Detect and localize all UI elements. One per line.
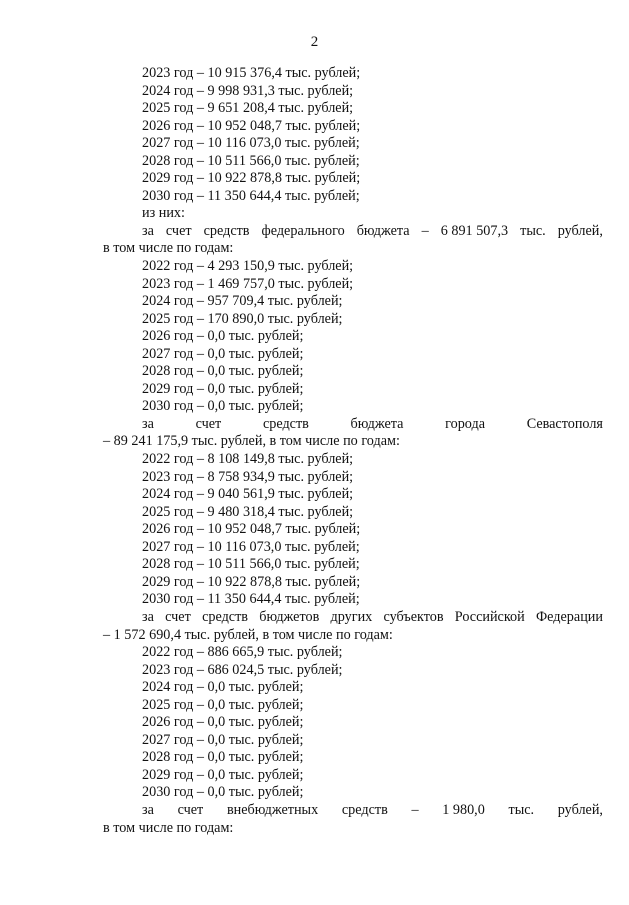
sevastopol-budget-heading-cont: – 89 241 175,9 тыс. рублей, в том числе по годам: <box>103 433 400 450</box>
year-line: 2029 год – 0,0 тыс. рублей; <box>142 380 304 397</box>
year-line: 2030 год – 11 350 644,4 тыс. рублей; <box>142 187 360 204</box>
heading-word: счет <box>165 222 192 239</box>
year-line: 2022 год – 8 108 149,8 тыс. рублей; <box>142 451 354 468</box>
page-number: 2 <box>310 34 319 50</box>
heading-word: за <box>142 801 154 818</box>
federal-budget-heading-cont: в том числе по годам: <box>103 240 234 257</box>
heading-word: средств <box>341 801 388 818</box>
year-line: 2029 год – 10 922 878,8 тыс. рублей; <box>142 170 361 187</box>
year-line: 2024 год – 9 998 931,3 тыс. рублей; <box>142 82 354 99</box>
of-them-label: из них: <box>142 205 185 222</box>
extrabudget-heading-cont: в том числе по годам: <box>103 819 234 836</box>
heading-word: за <box>142 608 154 625</box>
heading-word: тыс. <box>508 801 535 818</box>
year-line: 2027 год – 10 116 073,0 тыс. рублей; <box>142 538 360 555</box>
heading-word: рублей, <box>557 801 603 818</box>
year-line: 2027 год – 0,0 тыс. рублей; <box>142 731 304 748</box>
heading-word: средств <box>262 415 309 432</box>
year-line: 2028 год – 10 511 566,0 тыс. рублей; <box>142 556 360 573</box>
year-line: 2026 год – 10 952 048,7 тыс. рублей; <box>142 117 361 134</box>
heading-word: федерального <box>261 222 345 239</box>
year-line: 2027 год – 10 116 073,0 тыс. рублей; <box>142 135 360 152</box>
year-line: 2030 год – 0,0 тыс. рублей; <box>142 784 304 801</box>
year-line: 2025 год – 9 480 318,4 тыс. рублей; <box>142 503 354 520</box>
year-line: 2025 год – 0,0 тыс. рублей; <box>142 696 304 713</box>
year-line: 2028 год – 0,0 тыс. рублей; <box>142 363 304 380</box>
other-subjects-budget-heading <box>103 609 603 627</box>
heading-word: за <box>142 222 154 239</box>
year-line: 2024 год – 957 709,4 тыс. рублей; <box>142 293 343 310</box>
federal-budget-years-list <box>103 258 603 416</box>
year-line: 2026 год – 10 952 048,7 тыс. рублей; <box>142 521 361 538</box>
heading-word: тыс. <box>520 222 546 239</box>
year-line: 2028 год – 0,0 тыс. рублей; <box>142 749 304 766</box>
heading-word: – <box>411 801 419 818</box>
heading-word: бюджета <box>350 415 404 432</box>
heading-word: бюджетов <box>259 608 320 625</box>
year-line: 2022 год – 4 293 150,9 тыс. рублей; <box>142 258 354 275</box>
heading-word: бюджета <box>356 222 410 239</box>
other-subjects-budget-years-list <box>103 644 603 802</box>
sevastopol-budget-heading <box>103 416 603 434</box>
year-line: 2024 год – 0,0 тыс. рублей; <box>142 679 304 696</box>
year-line: 2025 год – 9 651 208,4 тыс. рублей; <box>142 100 354 117</box>
heading-word: 1 980,0 <box>442 801 485 818</box>
total-by-year-list <box>103 65 603 205</box>
heading-word: счет <box>165 608 191 625</box>
year-line: 2029 год – 0,0 тыс. рублей; <box>142 766 304 783</box>
year-line: 2025 год – 170 890,0 тыс. рублей; <box>142 310 343 327</box>
heading-word: – <box>421 222 429 239</box>
heading-word: счет <box>177 801 204 818</box>
year-line: 2024 год – 9 040 561,9 тыс. рублей; <box>142 486 354 503</box>
heading-word: 6 891 507,3 <box>440 222 509 239</box>
document-body <box>103 65 603 837</box>
heading-word: Севастополя <box>526 415 603 432</box>
heading-word: города <box>445 415 485 432</box>
federal-budget-heading <box>103 223 603 241</box>
year-line: 2023 год – 686 024,5 тыс. рублей; <box>142 661 343 678</box>
heading-word: других <box>330 608 373 625</box>
heading-word: Федерации <box>535 608 603 625</box>
year-line: 2027 год – 0,0 тыс. рублей; <box>142 345 304 362</box>
heading-word: средств <box>203 222 250 239</box>
heading-word: внебюджетных <box>226 801 319 818</box>
extrabudget-heading <box>103 802 603 820</box>
year-line: 2023 год – 10 915 376,4 тыс. рублей; <box>142 65 361 81</box>
year-line: 2028 год – 10 511 566,0 тыс. рублей; <box>142 152 360 169</box>
year-line: 2029 год – 10 922 878,8 тыс. рублей; <box>142 573 361 590</box>
year-line: 2030 год – 11 350 644,4 тыс. рублей; <box>142 591 360 608</box>
heading-word: Российской <box>454 608 525 625</box>
year-line: 2030 год – 0,0 тыс. рублей; <box>142 398 304 415</box>
heading-word: субъектов <box>383 608 444 625</box>
year-line: 2026 год – 0,0 тыс. рублей; <box>142 714 304 731</box>
other-subjects-budget-heading-cont: – 1 572 690,4 тыс. рублей, в том числе по годам: <box>103 626 393 643</box>
year-line: 2022 год – 886 665,9 тыс. рублей; <box>142 644 343 661</box>
heading-word: рублей, <box>557 222 603 239</box>
heading-word: счет <box>195 415 222 432</box>
sevastopol-budget-years-list <box>103 451 603 609</box>
heading-word: средств <box>202 608 248 625</box>
year-line: 2023 год – 8 758 934,9 тыс. рублей; <box>142 468 354 485</box>
heading-word: за <box>142 415 154 432</box>
year-line: 2023 год – 1 469 757,0 тыс. рублей; <box>142 275 354 292</box>
year-line: 2026 год – 0,0 тыс. рублей; <box>142 328 304 345</box>
